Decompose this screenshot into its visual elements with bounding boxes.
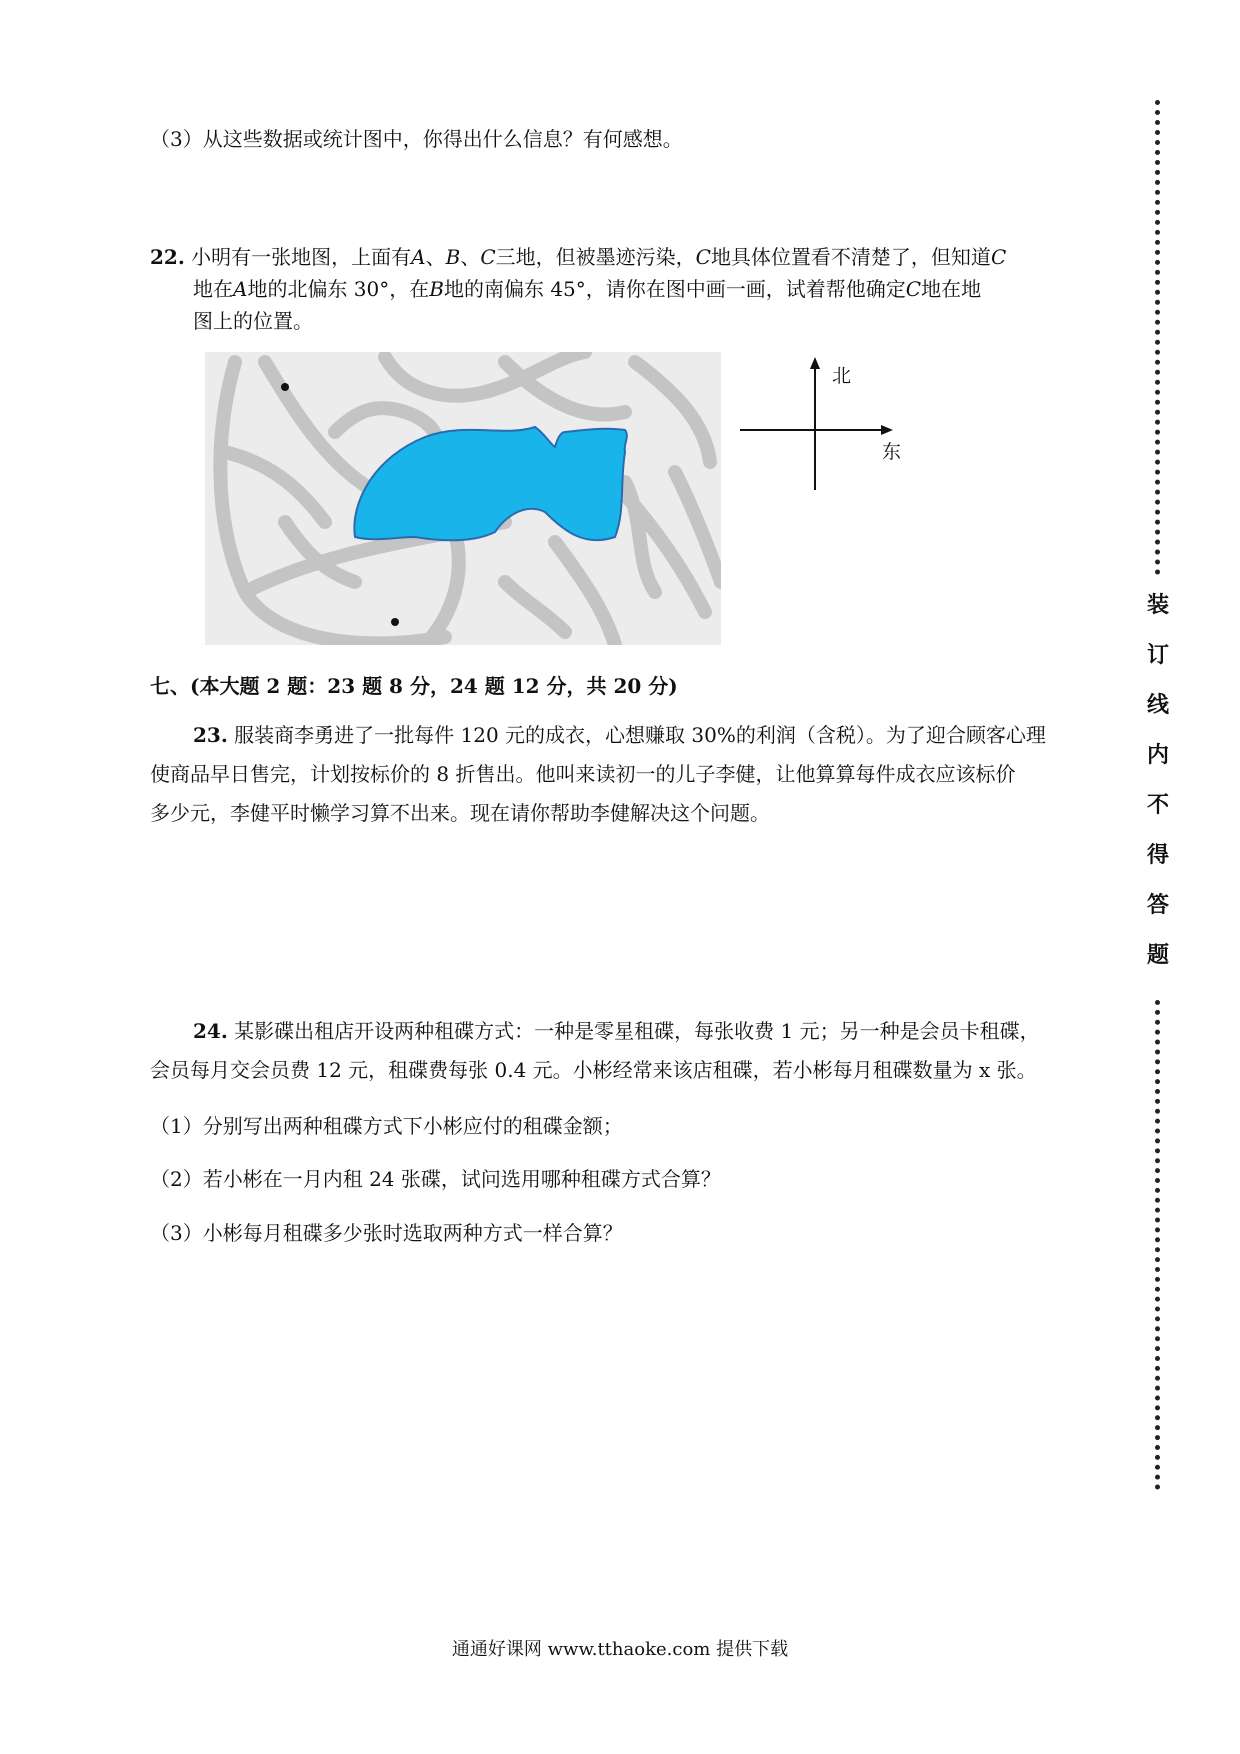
q23-line3: 多少元，李健平时懒学习算不出来。现在请你帮助李健解决这个问题。: [150, 801, 770, 825]
q21-part3: （3）从这些数据或统计图中，你得出什么信息？有何感想。: [150, 127, 683, 151]
ink-stained-map: [205, 352, 721, 645]
north-label: 北: [832, 365, 852, 387]
binding-char: 装: [1146, 592, 1169, 618]
point-b-dot: [391, 618, 399, 626]
east-arrow-icon: [881, 425, 893, 435]
binding-notice: [1138, 580, 1178, 980]
north-arrow-icon: [810, 357, 820, 369]
binding-char: 得: [1146, 842, 1169, 868]
q24-part2: （2）若小彬在一月内租 24 张碟，试问选用哪种租碟方式合算？: [150, 1167, 721, 1191]
compass-axes: [735, 355, 905, 495]
question-number: 24.: [193, 1019, 228, 1043]
q23-line2: 使商品早日售完，计划按标价的 8 折售出。他叫来读初一的儿子李健，让他算算每件成衣应该标价: [150, 762, 1016, 786]
q24-line1: 24. 某影碟出租店开设两种租碟方式：一种是零星租碟，每张收费 1 元；另一种是会员卡租碟，: [193, 1019, 1040, 1043]
binding-dotted-line-top: [1155, 100, 1160, 575]
east-label: 东: [882, 441, 902, 463]
q22-line3: 图上的位置。: [193, 309, 313, 333]
q22-line2: 地在A地的北偏东 30°，在B地的南偏东 45°，请你在图中画一画，试着帮他确定C地在地: [193, 277, 982, 301]
q22-line1: 22. 小明有一张地图，上面有A、B、C三地，但被墨迹污染，C地具体位置看不清楚了，但知道C: [150, 245, 1007, 269]
page-footer: 通通好课网 www.tthaoke.com 提供下载: [451, 1639, 789, 1660]
binding-char: 订: [1146, 642, 1169, 668]
binding-char: 内: [1146, 742, 1169, 768]
direction-compass: [735, 355, 905, 495]
map-drawing: [205, 352, 721, 645]
q24-line2: 会员每月交会员费 12 元，租碟费每张 0.4 元。小彬经常来该店租碟，若小彬每月租碟数量为 x 张。: [150, 1058, 1037, 1082]
question-number: 22.: [150, 245, 185, 269]
q24-part1: （1）分别写出两种租碟方式下小彬应付的租碟金额；: [150, 1114, 623, 1138]
binding-margin: [1138, 100, 1178, 1490]
binding-dotted-line-bottom: [1155, 1000, 1160, 1490]
binding-char: 答: [1146, 892, 1169, 918]
binding-char: 线: [1146, 692, 1169, 718]
q24-part3: （3）小彬每月租碟多少张时选取两种方式一样合算？: [150, 1221, 623, 1245]
binding-char: 不: [1146, 792, 1169, 818]
point-a-dot: [281, 383, 289, 391]
question-number: 23.: [193, 723, 228, 747]
q23-line1: 23. 服装商李勇进了一批每件 120 元的成衣，心想赚取 30%的利润（含税）。为了迎合顾客心理: [193, 723, 1046, 747]
binding-char: 题: [1146, 942, 1169, 968]
section-7-title: 七、(本大题 2 题：23 题 8 分，24 题 12 分，共 20 分): [150, 674, 678, 698]
